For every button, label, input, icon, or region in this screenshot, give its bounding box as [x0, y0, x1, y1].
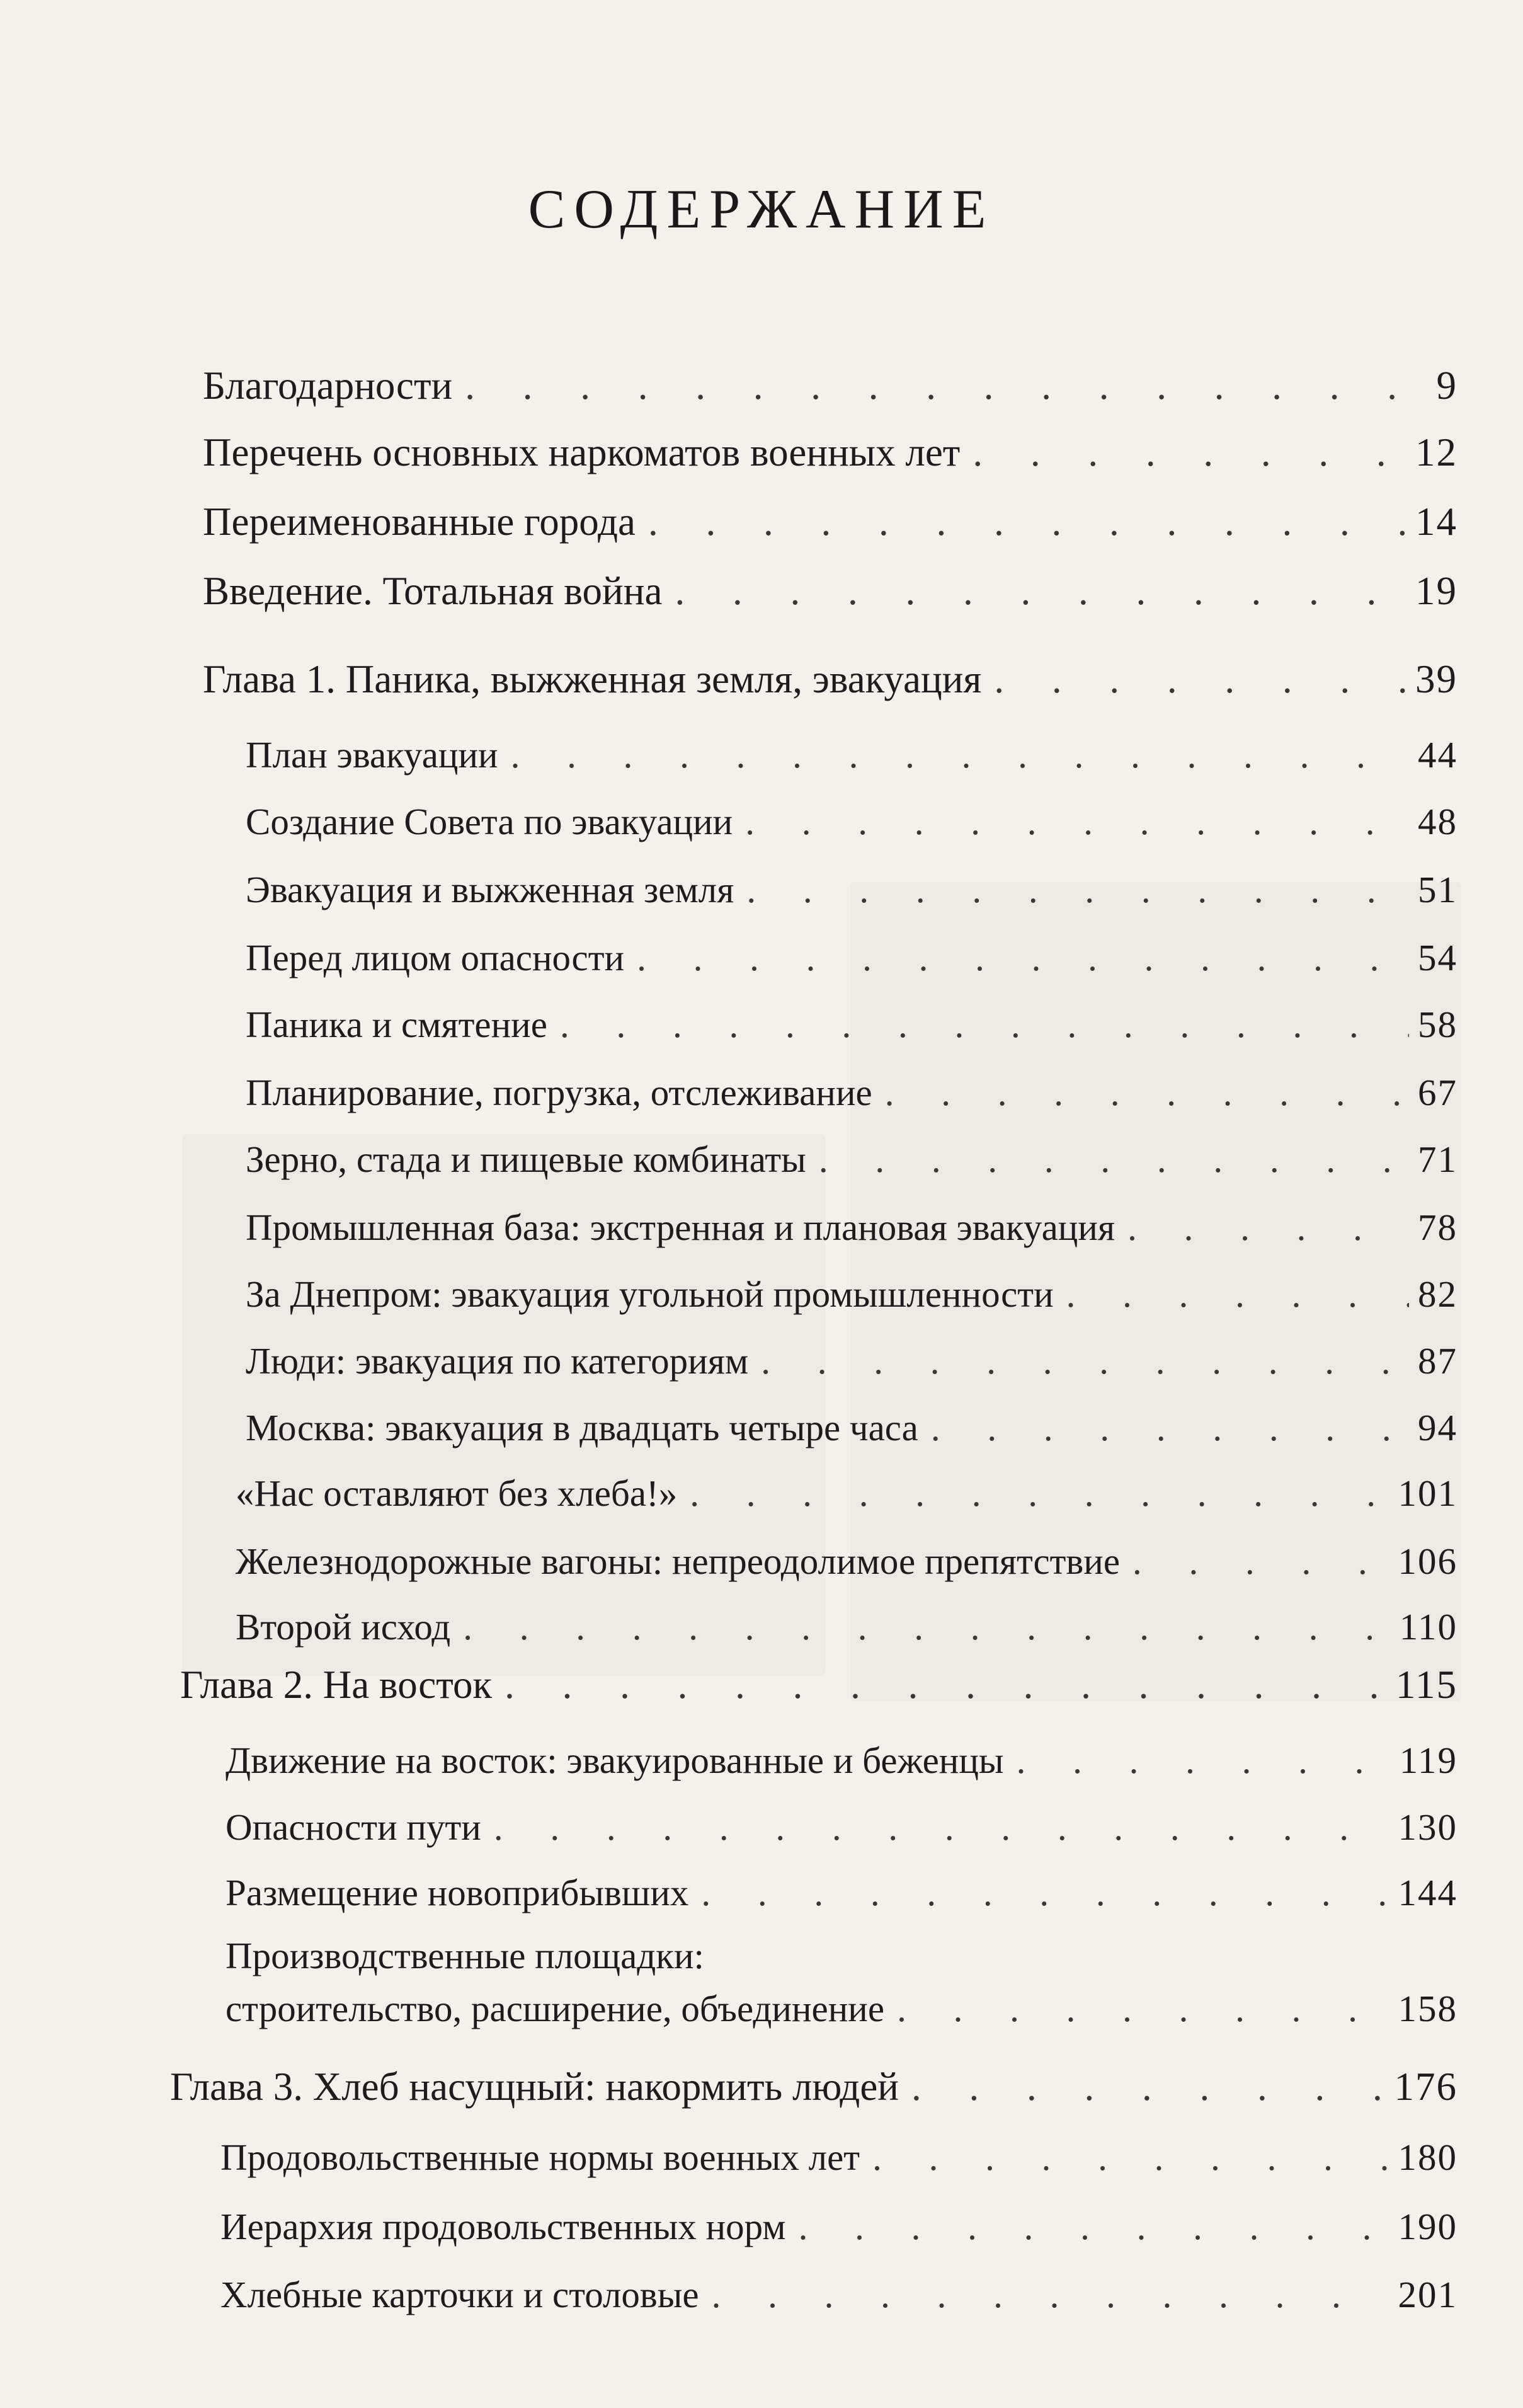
- toc-page-number: 201: [1398, 2274, 1457, 2315]
- dot-leader: [560, 998, 1409, 1051]
- toc-page-number: 12: [1415, 430, 1457, 474]
- toc-page-number: 54: [1418, 937, 1457, 978]
- toc-entry-label: Зерно, стада и пищевые комбинаты: [246, 1138, 806, 1180]
- dot-leader: [1132, 1535, 1389, 1588]
- toc-page-number: 44: [1418, 734, 1457, 776]
- toc-page-number: 14: [1415, 500, 1457, 544]
- toc-entry-acknowledgements[interactable]: [203, 359, 1457, 412]
- toc-entry-panic[interactable]: [246, 998, 1457, 1051]
- toc-entry-label: Глава 1. Паника, выжженная земля, эвакуация: [203, 657, 982, 701]
- dot-leader: [973, 426, 1406, 479]
- toc-page-number: 82: [1418, 1273, 1457, 1315]
- toc-entry-label: Продовольственные нормы военных лет: [220, 2136, 860, 2178]
- toc-entry-label: Перед лицом опасности: [246, 937, 625, 978]
- dot-leader: [637, 931, 1409, 984]
- toc-page-number: 67: [1418, 1072, 1457, 1113]
- dot-leader: [994, 653, 1406, 706]
- toc-page-number: 190: [1398, 2206, 1457, 2247]
- dot-leader: [465, 359, 1427, 412]
- toc-entry-planning-loading[interactable]: [246, 1066, 1457, 1119]
- toc-entry-chapter-2[interactable]: [180, 1658, 1457, 1711]
- toc-entry-scorched-earth[interactable]: [246, 863, 1457, 916]
- dot-leader: [799, 2200, 1389, 2253]
- toc-page-number: 110: [1399, 1606, 1457, 1648]
- toc-entry-label: Железнодорожные вагоны: непреодолимое препятствие: [236, 1540, 1121, 1582]
- page-title: СОДЕРЖАНИЕ: [528, 179, 995, 240]
- dot-leader: [931, 1401, 1409, 1454]
- toc-entry-label: План эвакуации: [246, 734, 498, 776]
- toc-page-number: 48: [1418, 801, 1457, 842]
- dot-leader: [745, 795, 1409, 848]
- dot-leader: [494, 1801, 1389, 1854]
- toc-entry-label: Хлебные карточки и столовые: [220, 2274, 699, 2315]
- toc-entry-road-dangers[interactable]: [225, 1801, 1457, 1854]
- toc-entry-label: Перечень основных наркоматов военных лет: [203, 430, 961, 474]
- dot-leader: [885, 1066, 1409, 1119]
- toc-entry-label: Создание Совета по эвакуации: [246, 801, 733, 842]
- toc-entry-label: Москва: эвакуация в двадцать четыре часа: [246, 1407, 918, 1448]
- toc-entry-label: Люди: эвакуация по категориям: [246, 1340, 749, 1382]
- toc-entry-production-sites[interactable]: [225, 1929, 1457, 2035]
- toc-entry-evacuation-plan[interactable]: [246, 728, 1457, 781]
- toc-page-number: 115: [1395, 1663, 1457, 1707]
- dot-leader: [675, 565, 1406, 617]
- toc-entry-moscow[interactable]: [246, 1401, 1457, 1454]
- toc-entry-label: Переименованные города: [203, 500, 636, 544]
- toc-entry-norms-hierarchy[interactable]: [220, 2200, 1457, 2253]
- toc-entry-label: Промышленная база: экстренная и плановая эвакуация: [246, 1207, 1115, 1248]
- toc-entry-introduction[interactable]: [203, 565, 1457, 617]
- toc-page-number: 94: [1418, 1407, 1457, 1448]
- toc-entry-label: [225, 1929, 884, 2035]
- toc-page-number: 19: [1415, 569, 1457, 613]
- toc-entry-renamed-cities[interactable]: [203, 495, 1457, 548]
- toc-entry-second-exodus[interactable]: [236, 1600, 1457, 1653]
- dot-leader: [1127, 1201, 1409, 1254]
- toc-page-number: 130: [1398, 1806, 1457, 1848]
- toc-entry-railway-cars[interactable]: [236, 1535, 1457, 1588]
- toc-entry-label: Паника и смятение: [246, 1004, 547, 1045]
- toc-entry-chapter-1[interactable]: [203, 653, 1457, 706]
- toc-page-number: 180: [1398, 2136, 1457, 2178]
- dot-leader: [911, 2060, 1385, 2113]
- dot-leader: [761, 1334, 1409, 1387]
- dot-leader: [746, 863, 1409, 916]
- toc-entry-food-norms[interactable]: [220, 2131, 1457, 2184]
- toc-entry-people-categories[interactable]: [246, 1334, 1457, 1387]
- toc-page-number: 176: [1394, 2065, 1457, 2109]
- toc-entry-moving-east[interactable]: [225, 1734, 1457, 1787]
- toc-entry-facing-danger[interactable]: [246, 931, 1457, 984]
- dot-leader: [1017, 1734, 1391, 1787]
- toc-entry-label: Глава 2. На восток: [180, 1663, 493, 1707]
- toc-entry-label: За Днепром: эвакуация угольной промышленности: [246, 1273, 1054, 1315]
- toc-entry-grain-herds[interactable]: [246, 1133, 1457, 1186]
- toc-page-number: 101: [1398, 1472, 1457, 1514]
- toc-entry-ration-cards[interactable]: [220, 2268, 1457, 2321]
- dot-leader: [872, 2131, 1389, 2184]
- dot-leader: [690, 1467, 1389, 1520]
- toc-entry-label: Размещение новоприбывших: [225, 1872, 689, 1913]
- toc-entry-label: Введение. Тотальная война: [203, 569, 663, 613]
- toc-page-number: 158: [1398, 1988, 1457, 2029]
- toc-entry-label: Иерархия продовольственных норм: [220, 2206, 786, 2247]
- toc-page-number: 144: [1398, 1872, 1457, 1913]
- toc-entry-beyond-dnieper[interactable]: [246, 1268, 1457, 1321]
- toc-entry-no-bread[interactable]: [236, 1467, 1457, 1520]
- toc-entry-commissariats[interactable]: [203, 426, 1457, 479]
- toc-entry-label: Опасности пути: [225, 1806, 481, 1848]
- toc-page-number: 71: [1418, 1138, 1457, 1180]
- toc-page-number: 106: [1398, 1540, 1457, 1582]
- toc-entry-label: Эвакуация и выжженная земля: [246, 869, 734, 910]
- toc-entry-label: Планирование, погрузка, отслеживание: [246, 1072, 872, 1113]
- dot-leader: [701, 1866, 1389, 1919]
- dot-leader: [505, 1658, 1387, 1711]
- toc-page-number: 9: [1436, 364, 1457, 408]
- toc-entry-label: «Нас оставляют без хлеба!»: [236, 1472, 678, 1514]
- toc-entry-industrial-base[interactable]: [246, 1201, 1457, 1254]
- toc-page-number: 119: [1399, 1740, 1457, 1781]
- dot-leader: [463, 1600, 1390, 1653]
- toc-page-number: 58: [1418, 1004, 1457, 1045]
- toc-entry-label: Благодарности: [203, 364, 453, 408]
- dot-leader: [648, 495, 1406, 548]
- toc-entry-label-line-2: строительство, расширение, объединение: [225, 1988, 885, 2029]
- toc-page-number: 39: [1415, 657, 1457, 701]
- toc-entry-chapter-3[interactable]: [170, 2060, 1457, 2113]
- toc-page-number: 78: [1418, 1207, 1457, 1248]
- toc-entry-label-line-1: Производственные площадки:: [225, 1935, 704, 1976]
- dot-leader: [819, 1133, 1409, 1186]
- toc-page-number: 87: [1418, 1340, 1457, 1382]
- toc-entry-newcomers[interactable]: [225, 1866, 1457, 1919]
- toc-entry-label: Глава 3. Хлеб насущный: накормить людей: [170, 2065, 899, 2109]
- toc-entry-label: Второй исход: [236, 1606, 451, 1648]
- dot-leader: [511, 728, 1409, 781]
- toc-page-number: 51: [1418, 869, 1457, 910]
- dot-leader: [1066, 1268, 1409, 1321]
- toc-entry-label: Движение на восток: эвакуированные и беженцы: [225, 1740, 1004, 1781]
- dot-leader: [712, 2268, 1389, 2321]
- toc-entry-evacuation-council[interactable]: [246, 795, 1457, 848]
- dot-leader: [897, 1982, 1389, 2035]
